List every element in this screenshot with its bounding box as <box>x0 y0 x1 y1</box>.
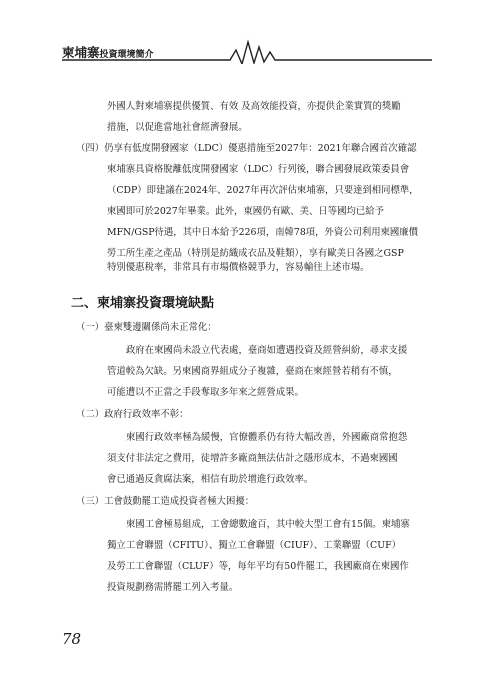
text-line: 柬國行政效率極為緩慢，官僚體系仍有待大幅改善，外國廠商常抱怨 <box>126 432 408 443</box>
list-item-heading: （三）工會鼓動罷工造成投資者極大困擾： <box>76 496 255 507</box>
text-line: 須支付非法定之費用，徒增許多廠商無法估計之隱形成本，不過柬國國 <box>107 453 398 464</box>
text-line: 管道較為欠缺。另柬國商界組成分子複雜，臺商在柬經營若稍有不慎， <box>107 366 398 377</box>
list-item-heading: （四）仍享有低度開發國家（LDC）優惠措施至2027年：2021年聯合國首次確認 <box>76 143 417 154</box>
section-heading: 二、柬埔寨投資環境缺點 <box>71 296 215 311</box>
text-line: MFN/GSP待遇，其中日本給予226項，南韓78項，外資公司利用柬國廉價 <box>107 227 418 238</box>
text-line: 可能遭以不正當之手段奪取多年來之經營成果。 <box>107 387 304 398</box>
header-title-sub: 投資環境簡介 <box>99 50 154 60</box>
list-item-heading: （一）臺柬雙邊關係尚未正常化： <box>76 322 217 333</box>
text-line: 特別優惠稅率，非常具有市場價格競爭力，容易輸往上述市場。 <box>107 262 370 273</box>
text-line: 措施，以促進當地社會經濟發展。 <box>107 122 248 133</box>
text-line: 政府在柬國尚未設立代表處，臺商如遭遇投資及經營糾紛，尋求支援 <box>126 345 408 356</box>
text-line: 及勞工工會聯盟（CLUF）等，每年平均有50件罷工，我國廠商在柬國作 <box>107 561 409 572</box>
running-header <box>62 38 432 64</box>
header-title-main: 柬埔寨 <box>62 45 100 60</box>
page-number: 78 <box>62 630 82 648</box>
text-line: 柬埔寨具資格脫離低度開發國家（LDC）行列後，聯合國發展政策委員會 <box>107 164 410 175</box>
text-line: 外國人對柬埔寨提供優質、有效 及高效能投資，亦提供企業實質的獎勵 <box>107 101 401 112</box>
text-line: 投資規劃務需將罷工列入考量。 <box>107 582 239 593</box>
text-line: 柬國工會極易組成，工會總數逾百，其中較大型工會有15個。柬埔寨 <box>126 519 410 530</box>
text-line: 勞工所生產之產品（特別是紡織成衣品及鞋類），享有歐美日各國之GSP <box>107 248 404 259</box>
text-line: （CDP）即建議在2024年、2027年再次評估柬埔寨，只要達到相同標準， <box>107 185 419 196</box>
header-title <box>62 42 154 61</box>
text-line: 柬國即可於2027年畢業。此外，東國仍有歐、美、日等國均已給予 <box>107 206 384 217</box>
text-line: 會已通過反貪腐法案，相信有助於增進行政效率。 <box>107 474 314 485</box>
text-line: 獨立工會聯盟（CFITU）、獨立工會聯盟（CIUF）、工業聯盟（CUF） <box>107 540 402 551</box>
list-item-heading: （二）政府行政效率不彰： <box>76 409 189 420</box>
